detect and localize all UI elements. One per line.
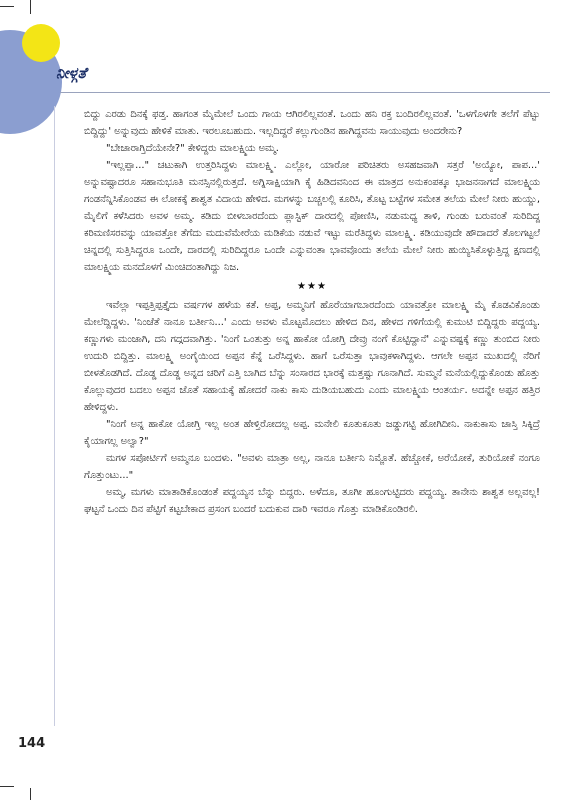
crop-mark-bottom-left-h (0, 786, 14, 787)
paragraph: ಇವೆಲ್ಲಾ ಇಪ್ಪತ್ತಿಪ್ಪತ್ತೈದು ವರ್ಷಗಳ ಹಳೆಯ ಕತೆ. ಅಪ್ಪ, ಅಮ್ಮನಿಗೆ ಹೊರೆಯಾಗಬಾರದೆಂದು ಯಾವತ್ತೋ ಮಾಲಕ್ಷ್ಮಿ ಮೈ ಕೊಡವಿಕೊಂಡು ಮೇಲೆದ್ದಿದ್ದಳು. 'ನಿಂಜೆತೆ ನಾನೂ ಬರ್ತೀನಿ...' ಎಂದು ಅವಳು ಮೊಟ್ಟಮೊದಲು ಹೇಳಿದ ದಿನ, ಹೇಳದ ಗಳಿಗೆಯಲ್ಲಿ ಕುಮುಟಿ ಬಿದ್ದಿದ್ದರು ಪದ್ದಯ್ಯ. ಕಣ್ಣುಗಳು ಮಂಜಾಗಿ, ದನಿ ಗದ್ಗದವಾಗಿತ್ತು. 'ನಿಂಗೆ ಒಂತುತ್ತು ಅನ್ನ ಹಾಕೋ ಯೋಗ್ತಿ ದೇವ್ರು ನಂಗೆ ಕೊಟ್ಟಿದ್ದಾನೆ' ಎನ್ನುವಷ್ಟಕ್ಕೆ ಕಣ್ಣು ತುಂಬಿದ ನೀರು ಉದುರಿ ಬಿದ್ದಿತ್ತು. ಮಾಲಕ್ಷ್ಮಿ ಅಂಗೈಯಿಂದ ಅಪ್ಪನ ಕೆನ್ನೆ ಒರೆಸಿದ್ದಳು. ಹಾಗೆ ಒರೆಸುತ್ತಾ ಭಾವುಕಳಾಗಿದ್ದಳು. ಆಗಲೇ ಅಪ್ಪನ ಮುಖದಲ್ಲಿ ನೆರಿಗೆ ಬೀಳತೊಡಗಿದೆ. ದೊಡ್ಡ ದೊಡ್ಡ ಅನ್ನದ ಚರಿಗೆ ಎತ್ತಿ ಬಾಗಿದ ಬೆನ್ನು ಸಂಸಾರದ ಭಾರಕ್ಕೆ ಮತ್ತಷ್ಟು ಗೂನಾಗಿದೆ. ಸುಮ್ಮನೆ ಮನೆಯಲ್ಲಿದ್ದುಕೊಂಡು ಹೊತ್ತು ಕೊಲ್ಲುವುದರ ಬದಲು ಅಪ್ಪನ ಜೊತೆ ಸಹಾಯಕ್ಕೆ ಹೋದರೆ ನಾಕು ಕಾಸು ದುಡಿಯಬಹುದು ಎಂದು ಮಾಲಕ್ಷ್ಮಿಯ ಆಂತರ್ಯ. ಅದನ್ನೇ ಅಪ್ಪನ ಹತ್ತಿರ ಹೇಳಿದ್ದಳು. (84, 300, 540, 413)
paragraph: ಬಿದ್ದು ಎರಡು ದಿನಕ್ಕೆ ಫಡ್ತ. ಹಾಗಂತ ಮೈಮೇಲೆ ಒಂದು ಗಾಯ ಆಗಿರಲಿಲ್ಲವಂತೆ. ಒಂದು ಹನಿ ರಕ್ತ ಬಂದಿರಲಿಲ್ಲವಂತೆ. 'ಒಳಗೊಳಗೇ ತಲೆಗೆ ಪೆಟ್ಟು ಬಿದ್ದಿದ್ದು' ಅನ್ನುವುದು ಹೇಳಿಕೆ ಮಾತು. ಇರಲೂಬಹುದು. ಇಲ್ಲದಿದ್ದರೆ ಕಲ್ಲುಗುಂಡಿನ ಹಾಗಿದ್ದವನು ಸಾಯುವುದು ಅಂದರೇನು? (84, 109, 540, 137)
article-body (84, 106, 540, 518)
crop-mark-top-left-v (30, 0, 31, 14)
paragraph: ಅಮ್ಮ, ಮಗಳು ಮಾತಾಡಿಕೊಂಡಂತೆ ಪದ್ದಯ್ಯನ ಬೆನ್ನು ಬಿದ್ದರು. ಅಳೆದೂ, ತೂಗೀ ಹೂಂಗುಟ್ಟಿದರು ಪದ್ದಯ್ಯ. ತಾನೇನು ಶಾಶ್ವತ ಅಲ್ಲವಲ್ಲ! ಘಟ್ಟನೆ ಒಂದು ದಿನ ಪೆಟ್ಟಿಗೆ ಕಟ್ಟಬೇಕಾದ ಪ್ರಸಂಗ ಬಂದರೆ ಬದುಕುವ ದಾರಿ ಇವರೂ ಗೊತ್ತು ಮಾಡಿಕೊಂಡಿರಲಿ. (84, 487, 540, 515)
crop-mark-bottom-left-v (30, 788, 31, 800)
page-number: 144 (18, 736, 46, 751)
crop-mark-top-left-h (0, 6, 14, 7)
paragraph: "ಬೇಜಾರಾಗ್ತಿದೆಯೇನೇ?" ಕೇಳಿದ್ದರು ಮಾಲಕ್ಷ್ಮಿಯ ಅಮ್ಮ. (106, 143, 279, 154)
section-separator: ★★★ (297, 281, 327, 292)
decorative-yellow-circle (22, 24, 60, 62)
header-divider (60, 92, 550, 93)
running-header-title: ನೀಳ್ಗತೆ (56, 64, 87, 82)
paragraph: "ನಿಂಗೆ ಅನ್ನ ಹಾಕೋ ಯೋಗ್ತಿ ಇಲ್ಲ ಅಂತ ಹೇಳ್ತಿರೋದಲ್ಲ ಅಪ್ಪ. ಮನೇಲಿ ಕೂತುಕೂತು ಜಡ್ಡುಗಟ್ಟಿ ಹೋಗಿದೀನಿ. ನಾಕುಕಾಸು ಜಾಸ್ತಿ ಸಿಕ್ಕಿದ್ರೆ ಕೈಯಾಗಲ್ಲ ಅಲ್ವಾ?" (84, 419, 540, 447)
margin-rule (54, 106, 55, 726)
paragraph: "ಇಲ್ಲಪ್ಪಾ..." ಚಟುಕಾಗಿ ಉತ್ತರಿಸಿದ್ದಳು ಮಾಲಕ್ಷ್ಮಿ. ಎಲ್ಲೋ, ಯಾರೋ ಪರಿಚಿತರು ಅಸಹಜವಾಗಿ ಸತ್ತರೆ 'ಅಯ್ಯೋ, ಪಾಪ...' ಅನ್ನುವಷ್ಟಾದರೂ ಸಹಾನುಭೂತಿ ಮನಸ್ಸಿನಲ್ಲಿರುತ್ತದೆ. ಅಗ್ನಿಸಾಕ್ಷಿಯಾಗಿ ಕೈ ಹಿಡಿದವನಿಂದ ಈ ಮಾತ್ರದ ಅನುಕಂಪಕ್ಕೂ ಭಾಜನನಾಗದೆ ಮಾಲಕ್ಷ್ಮಿಯ ಗಂಡನೆನ್ನಿಸಿಕೊಂಡವ ಈ ಲೋಕಕ್ಕೆ ಶಾಶ್ವತ ವಿದಾಯ ಹೇಳಿದ. ಮಗಳನ್ನು ಬಚ್ಚಲಲ್ಲಿ ಕೂರಿಸಿ, ತೊಟ್ಟ ಬಟ್ಟೆಗಳ ಸಮೇತ ತಲೆಯ ಮೇಲೆ ನೀರು ಹುಯ್ದು, ಮೈಲಿಗೆ ಕಳೆಸಿದರು ಅವಳ ಅಮ್ಮ. ಕಡಿದು ಬೀಳಬಾರದೆಂದು ಪ್ಲಾಸ್ಟಿಕ್ ದಾರದಲ್ಲಿ ಪೋಣಿಸಿ, ನಡುಮಧ್ಯ ತಾಳಿ, ಗುಂಡು ಬರುವಂತೆ ಸುರಿದಿದ್ದ ಕರಿಮಣಿಸರವನ್ನು ಯಾವತ್ತೋ ತೆಗೆದು ಮದುವೆಮೇರೆಯ ಮಡಿಕೆಯ ನಡುವೆ ಇಟ್ಟು ಮರೆತಿದ್ದಳು ಮಾಲಕ್ಷ್ಮಿ. ಕಡಿಯುವುದೇ ಹೌದಾದರೆ ತೊಲಗಟ್ಟಲೆ ಚಿನ್ನದಲ್ಲಿ ಸುತ್ತಿಸಿದ್ದರೂ ಒಂದೇ, ದಾರದಲ್ಲಿ ಸುರಿದಿದ್ದರೂ ಒಂದೇ ಎನ್ನುವಂತಾ ಭಾವವೊಂದು ತಲೆಯ ಮೇಲೆ ನೀರು ಹುಯ್ಯಿಸಿಕೊಳ್ಳುತ್ತಿದ್ದ ಕ್ಷಣದಲ್ಲಿ ಮಾಲಕ್ಷ್ಮಿಯ ಮನದೊಳಗೆ ಮಿಂಚಿದಂತಾಗಿದ್ದು ನಿಜ. (84, 160, 540, 273)
paragraph: ಮಗಳ ಸಪೋರ್ಟಿಗೆ ಅಮ್ಮನೂ ಬಂದಳು. "ಅವಳು ಮಾತ್ರಾ ಅಲ್ಲ, ನಾನೂ ಬರ್ತೀನಿ ನಿಮ್ಜೊತೆ. ಹೆಚ್ಚೋಕೆ, ಅರೆಯೋಕೆ, ತುರಿಯೋಕೆ ನಂಗೂ ಗೊತ್ತುಂಟು..." (84, 453, 540, 481)
